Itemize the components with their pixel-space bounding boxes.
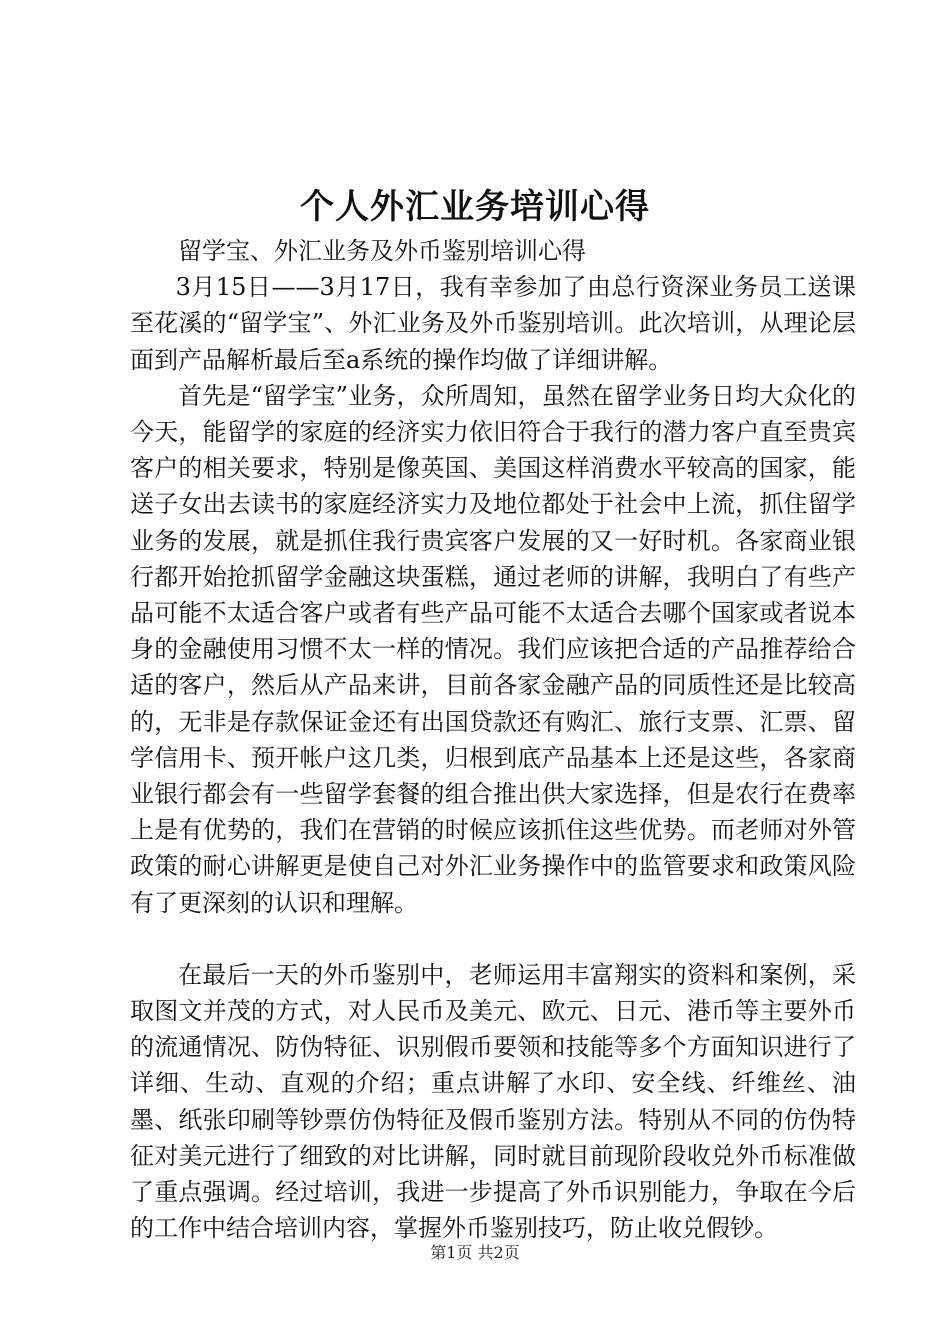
paragraph-study-abroad: 首先是“留学宝”业务，众所周知，虽然在留学业务日均大众化的今天，能留学的家庭的经济实力依旧符合于我行的潜力客户直至贵宾客户的相关要求，特别是像英国、美国这样消费水平较高的国家，能送子女出去读书的家庭经济实力及地位都处于社会中上流，抓住留学业务的发展，就是抓住我行贵宾客户发展的又一好时机。各家商业银行都开始抢抓留学金融这块蛋糕，通过老师的讲解，我明白了有些产品可能不太适合客户或者有些产品可能不太适合去哪个国家或者说本身的金融使用习惯不太一样的情况。我们应该把合适的产品推荐给合适的客户，然后从产品来讲，目前各家金融产品的同质性还是比较高的，无非是存款保证金还有出国贷款还有购汇、旅行支票、汇票、留学信用卡、预开帐户这几类，归根到底产品基本上还是这些，各家商业银行都会有一些留学套餐的组合推出供大家选择，但是农行在费率上是有优势的，我们在营销的时候应该抓住这些优势。而老师对外管政策的耐心讲解更是使自己对外汇业务操作中的监管要求和政策风险有了更深刻的认识和理解。 [130,381,856,917]
page-footer: 第1页 共2页 [430,1243,520,1262]
paragraph-currency-identification: 在最后一天的外币鉴别中，老师运用丰富翔实的资料和案例，采取图文并茂的方式，对人民币及美元、欧元、日元、港币等主要外币的流通情况、防伪特征、识别假币要领和技能等多个方面知识进行了详细、生动、直观的介绍；重点讲解了水印、安全线、纤维丝、油墨、纸张印刷等钞票仿伪特征及假币鉴别方法。特别从不同的仿伪特征对美元进行了细致的对比讲解，同时就目前现阶段收兑外币标准做了重点强调。经过培训，我进一步提高了外币识别能力，争取在今后的工作中结合培训内容，掌握外币鉴别技巧，防止收兑假钞。 [130,960,856,1243]
paragraph-intro: 3月15日——3月17日，我有幸参加了由总行资深业务员工送课至花溪的“留学宝”、外汇业务及外币鉴别培训。此次培训，从理论层面到产品解析最后至a系统的操作均做了详细讲解。 [130,273,856,374]
paragraph-spacer [130,921,856,957]
paragraph-subtitle: 留学宝、外汇业务及外币鉴别培训心得 [178,237,586,265]
document-body [130,233,856,1246]
document-title: 个人外汇业务培训心得 [300,187,650,227]
